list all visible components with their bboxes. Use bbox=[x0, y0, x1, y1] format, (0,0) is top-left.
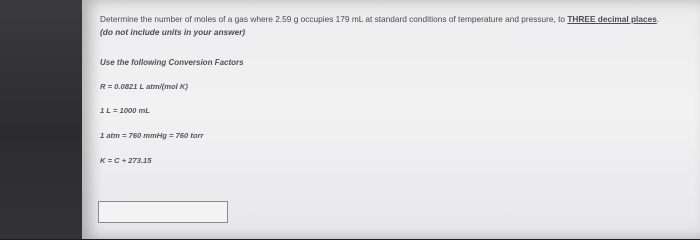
factor-kelvin-celsius: K = C + 273.15 bbox=[100, 156, 152, 165]
answer-input[interactable] bbox=[98, 201, 228, 223]
question-content bbox=[100, 13, 690, 165]
question-page bbox=[82, 0, 700, 239]
question-emphasis: THREE decimal places bbox=[567, 14, 657, 24]
question-text-punct: . bbox=[656, 14, 660, 24]
question-text bbox=[100, 13, 660, 39]
dark-left-margin bbox=[0, 0, 82, 239]
factor-liter-ml: 1 L = 1000 mL bbox=[100, 106, 150, 115]
question-units-note: (do not include units in your answer) bbox=[100, 27, 246, 37]
factor-gas-constant: R = 0.0821 L atm/(mol K) bbox=[100, 82, 188, 91]
factor-atm-mmhg-torr: 1 atm = 760 mmHg = 760 torr bbox=[100, 131, 204, 140]
question-text-main: Determine the number of moles of a gas where 2.59 g occupies 179 mL at standard conditions of temperature and pressure, to bbox=[100, 14, 568, 24]
conversion-factors-heading: Use the following Conversion Factors bbox=[100, 58, 244, 67]
